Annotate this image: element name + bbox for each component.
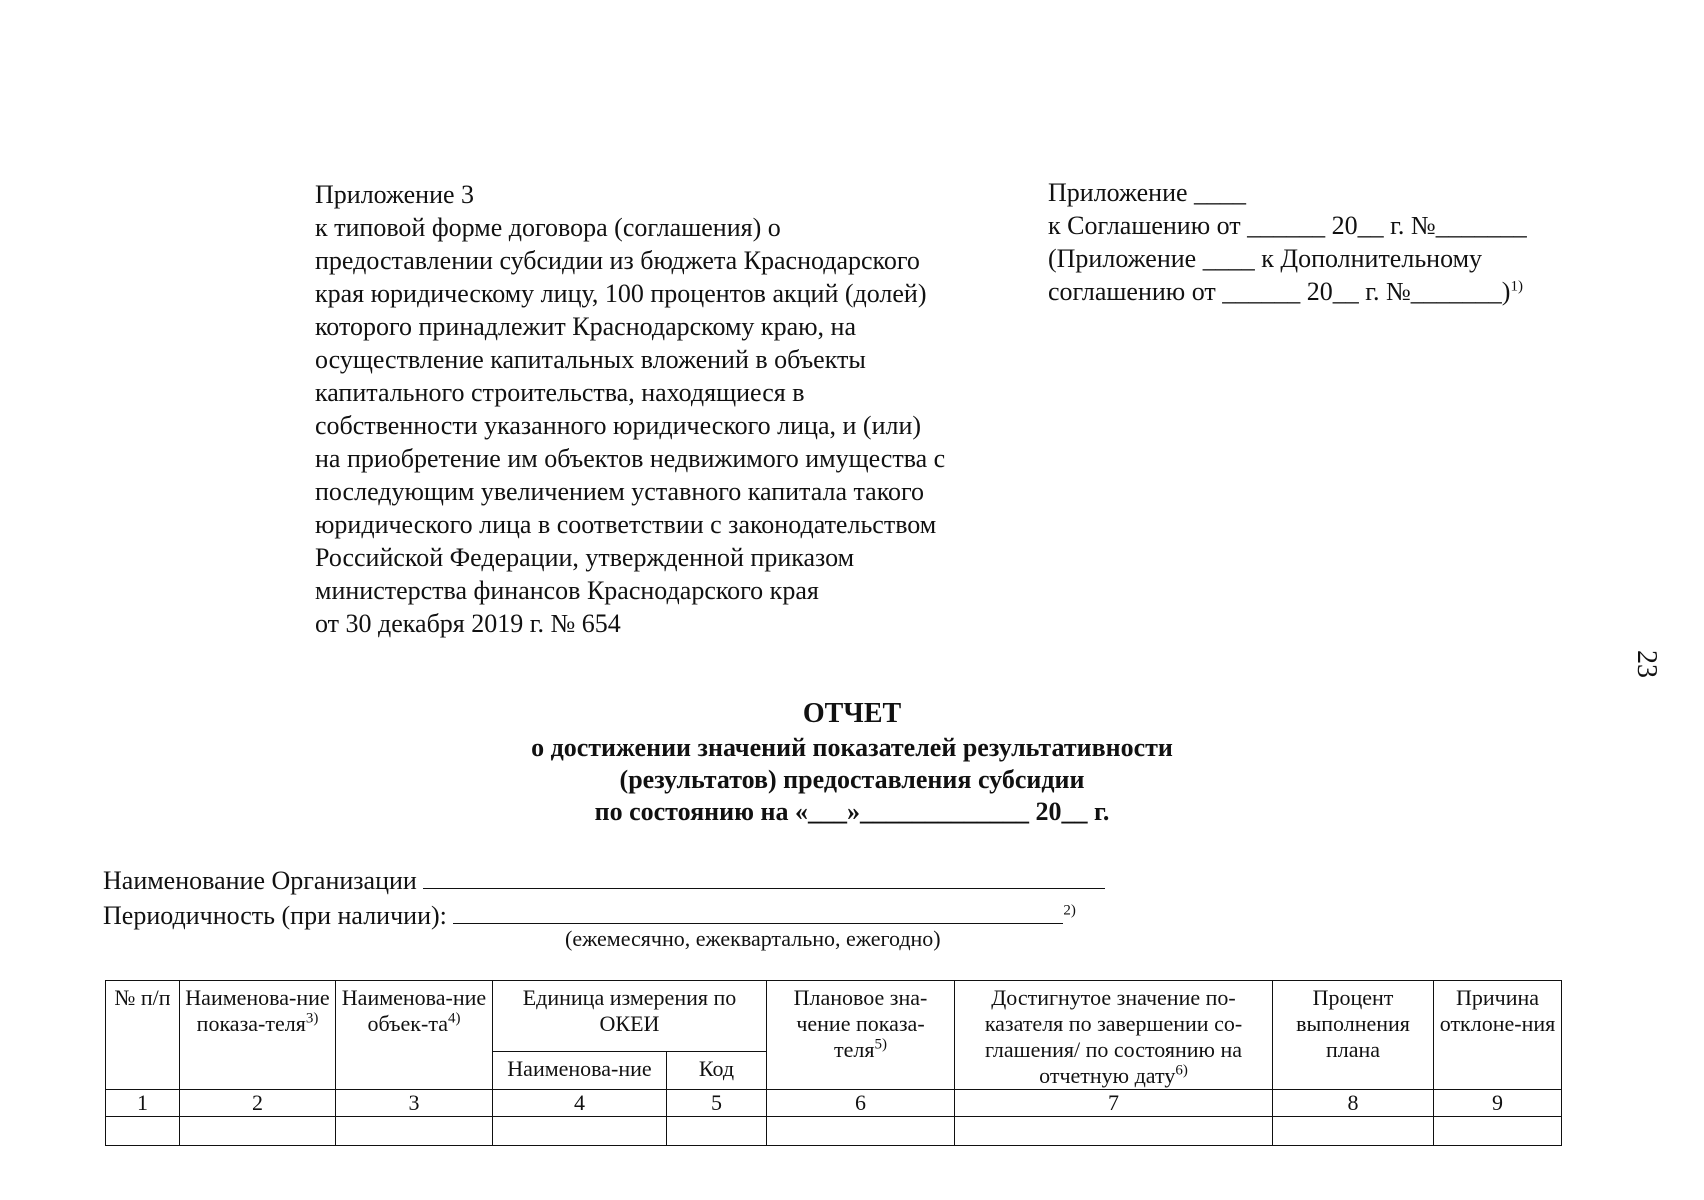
table-cell[interactable] <box>767 1117 955 1146</box>
header-cell-object <box>336 981 493 1090</box>
report-title: ОТЧЕТ <box>802 698 902 729</box>
header-text: Достигнутое значение по-казателя по завершении со-глашения/ по состоянию на отчетную дату <box>984 985 1243 1088</box>
periodicity-hint: (ежемесячно, ежеквартально, ежегодно) <box>565 926 941 951</box>
column-number: 3 <box>336 1090 493 1117</box>
column-number: 7 <box>955 1090 1273 1117</box>
appendix-line: Приложение 3 <box>315 180 475 209</box>
header-cell-unit-name: Наименова-ние <box>493 1051 667 1089</box>
column-number: 1 <box>106 1090 180 1117</box>
column-number: 6 <box>767 1090 955 1117</box>
appendix-line: Российской Федерации, утвержденной приказом <box>315 543 855 572</box>
footnote-mark: 1) <box>1510 278 1523 295</box>
appendix-line: осуществление капитальных вложений в объекты <box>315 345 866 374</box>
organization-field <box>103 862 1105 897</box>
header-text: Наименова-ние показа-теля <box>185 985 330 1036</box>
table-row <box>106 1117 1562 1146</box>
footnote-mark: 3) <box>305 1010 319 1027</box>
periodicity-input-line[interactable] <box>453 897 1063 924</box>
agreement-line: (Приложение ____ к Дополнительному <box>1048 244 1483 273</box>
agreement-line: Приложение ____ <box>1048 178 1247 207</box>
appendix-line: последующим увеличением уставного капитала такого <box>315 477 925 506</box>
table-cell[interactable] <box>667 1117 767 1146</box>
table-cell[interactable] <box>336 1117 493 1146</box>
report-subtitle: (результатов) предоставления субсидии <box>619 765 1085 794</box>
table-cell[interactable] <box>955 1117 1273 1146</box>
footnote-mark: 6) <box>1175 1062 1188 1079</box>
header-cell-unit-code: Код <box>667 1051 767 1089</box>
table-cell[interactable] <box>1273 1117 1434 1146</box>
column-number-row <box>106 1090 1562 1117</box>
table-cell[interactable] <box>106 1117 180 1146</box>
table-cell[interactable] <box>180 1117 336 1146</box>
appendix-line: от 30 декабря 2019 г. № 654 <box>315 609 621 638</box>
page-number: 23 <box>1631 650 1662 678</box>
appendix-line: собственности указанного юридического лица, и (или) <box>315 411 922 440</box>
header-cell-number: № п/п <box>106 981 180 1090</box>
appendix-line: капитального строительства, находящиеся в <box>315 378 805 407</box>
header-cell-percent: Процент выполнения плана <box>1273 981 1434 1090</box>
header-cell-indicator <box>180 981 336 1090</box>
agreement-line <box>1048 275 1668 308</box>
agreement-reference <box>1048 176 1668 308</box>
appendix-line: министерства финансов Краснодарского края <box>315 576 819 605</box>
table-cell[interactable] <box>1434 1117 1562 1146</box>
header-text: Плановое зна-чение показа-теля <box>793 985 928 1062</box>
appendix-line: к типовой форме договора (соглашения) о <box>315 213 781 242</box>
header-text: Наименова-ние объек-та <box>341 985 487 1036</box>
column-number: 4 <box>493 1090 667 1117</box>
footnote-mark: 4) <box>447 1010 461 1027</box>
agreement-line-text: соглашению от ______ 20__ г. №_______) <box>1048 277 1511 306</box>
footnote-mark: 2) <box>1063 902 1076 919</box>
report-subtitle: о достижении значений показателей результативности <box>531 733 1173 762</box>
footnote-mark: 5) <box>874 1036 887 1053</box>
agreement-line: к Соглашению от ______ 20__ г. №_______ <box>1048 211 1527 240</box>
results-table <box>105 980 1562 1146</box>
header-cell-achieved <box>955 981 1273 1090</box>
form-fields <box>103 862 1105 932</box>
column-number: 5 <box>667 1090 767 1117</box>
report-date-line: по состоянию на «___»_____________ 20__ г. <box>594 797 1110 826</box>
column-number: 8 <box>1273 1090 1434 1117</box>
appendix-reference <box>315 178 1035 640</box>
table-header-row <box>106 981 1562 1052</box>
appendix-line: предоставлении субсидии из бюджета Краснодарского <box>315 246 920 275</box>
header-cell-reason: Причина отклоне-ния <box>1434 981 1562 1090</box>
appendix-line: на приобретение им объектов недвижимого имущества с <box>315 444 946 473</box>
table-cell[interactable] <box>493 1117 667 1146</box>
appendix-line: края юридическому лицу, 100 процентов акций (долей) <box>315 279 927 308</box>
header-cell-planned <box>767 981 955 1090</box>
organization-label: Наименование Организации <box>103 866 417 895</box>
header-cell-unit: Единица измерения по ОКЕИ <box>493 981 767 1052</box>
appendix-line: которого принадлежит Краснодарскому краю, на <box>315 312 856 341</box>
organization-input-line[interactable] <box>423 862 1105 889</box>
column-number: 2 <box>180 1090 336 1117</box>
periodicity-label: Периодичность (при наличии): <box>103 901 447 930</box>
column-number: 9 <box>1434 1090 1562 1117</box>
appendix-line: юридического лица в соответствии с законодательством <box>315 510 937 539</box>
